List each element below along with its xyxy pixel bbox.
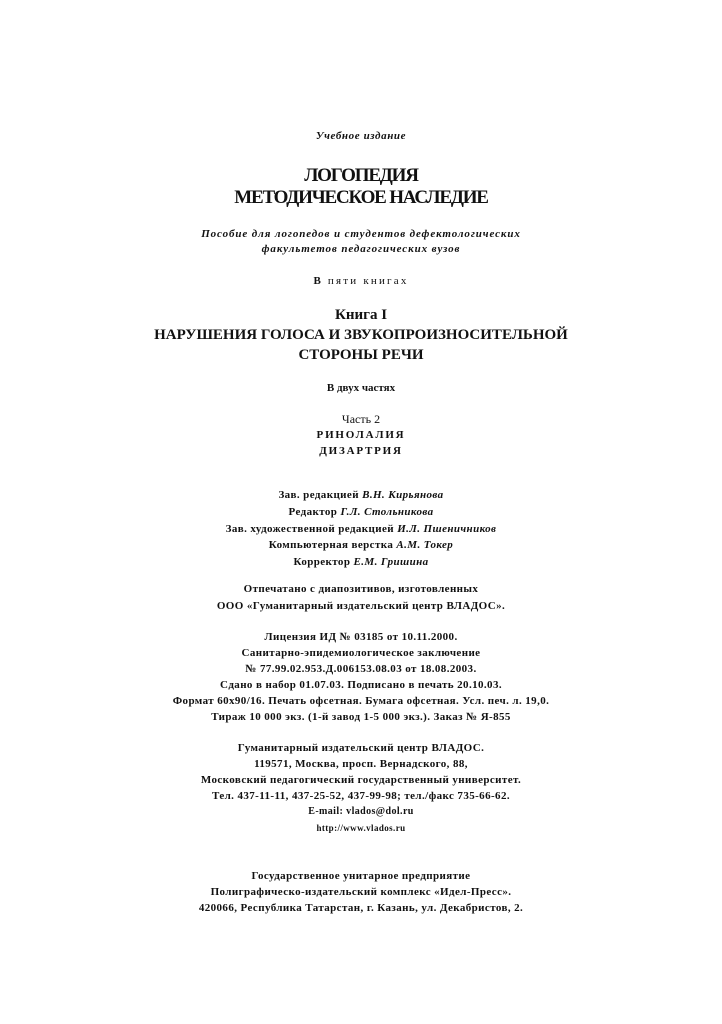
credit-line — [0, 540, 722, 551]
credit-name: Е.М. Гришина — [353, 556, 429, 568]
books-count — [0, 276, 722, 287]
publisher-website: http://www.vlados.ru — [316, 823, 406, 833]
title-line-1: ЛОГОПЕДИЯ — [304, 165, 418, 186]
credit-name: И.Л. Пшеничников — [397, 523, 497, 535]
credit-role: Корректор — [293, 556, 354, 568]
credit-line — [0, 507, 722, 518]
credit-role: Зав. редакцией — [278, 489, 363, 501]
book-title-line-2: СТОРОНЫ РЕЧИ — [298, 347, 424, 363]
part-subtitle-2: ДИЗАРТРИЯ — [319, 445, 403, 457]
credit-name: А.М. Токер — [396, 539, 454, 551]
publisher-university: Московский педагогический государственный университет. — [200, 774, 522, 786]
part-number: Часть 2 — [341, 412, 381, 426]
credit-line — [0, 524, 722, 535]
audience-line-2: факультетов педагогических вузов — [261, 243, 461, 255]
publisher-name: Гуманитарный издательский центр ВЛАДОС. — [237, 742, 485, 754]
audience-line-1: Пособие для логопедов и студентов дефектологических — [201, 228, 521, 240]
credit-line — [0, 557, 722, 568]
book-title-line-1: НАРУШЕНИЯ ГОЛОСА И ЗВУКОПРОИЗНОСИТЕЛЬНОЙ — [154, 327, 568, 343]
printing-note-line-2: ООО «Гуманитарный издательский центр ВЛАДОС». — [216, 600, 506, 612]
part-subtitle-1: РИНОЛАЛИЯ — [316, 429, 406, 441]
format-line: Формат 60x90/16. Печать офсетная. Бумага офсетная. Усл. печ. л. 19,0. — [172, 695, 550, 707]
credit-role: Зав. художественной редакцией — [225, 523, 398, 535]
book-number: Книга I — [334, 307, 388, 323]
credit-line — [0, 490, 722, 501]
license-line: Лицензия ИД № 03185 от 10.11.2000. — [264, 631, 458, 643]
printing-note-line-1: Отпечатано с диапозитивов, изготовленных — [243, 583, 479, 595]
sanitary-conclusion-line: Санитарно-эпидемиологическое заключение — [241, 647, 481, 659]
printer-line-3: 420066, Республика Татарстан, г. Казань, ул. Декабристов, 2. — [198, 902, 524, 914]
printer-line-2: Полиграфическо-издательский комплекс «Идел-Пресс». — [210, 886, 512, 898]
credit-name: В.Н. Кирьянова — [362, 489, 444, 501]
publisher-address: 119571, Москва, просп. Вернадского, 88, — [254, 758, 468, 770]
production-dates-line: Сдано в набор 01.07.03. Подписано в печать 20.10.03. — [219, 679, 502, 691]
publisher-phones: Тел. 437-11-11, 437-25-52, 437-99-98; тел./факс 735-66-62. — [212, 790, 510, 802]
credit-role: Компьютерная верстка — [268, 539, 397, 551]
publisher-email: E-mail: vlados@dol.ru — [308, 806, 414, 817]
books-rest: пяти книгах — [322, 275, 409, 287]
parts-count: В двух частях — [326, 382, 396, 394]
title-line-2: МЕТОДИЧЕСКОЕ НАСЛЕДИЕ — [234, 187, 488, 208]
printer-line-1: Государственное унитарное предприятие — [251, 870, 471, 882]
print-run-line: Тираж 10 000 экз. (1-й завод 1-5 000 экз.). Заказ № Я-855 — [211, 711, 511, 723]
credit-name: Г.Л. Стольникова — [340, 506, 434, 518]
books-prefix: В — [313, 275, 323, 287]
edition-type: Учебное издание — [315, 130, 407, 142]
credit-role: Редактор — [288, 506, 341, 518]
sanitary-number-line: № 77.99.02.953.Д.006153.08.03 от 18.08.2003. — [245, 663, 477, 675]
